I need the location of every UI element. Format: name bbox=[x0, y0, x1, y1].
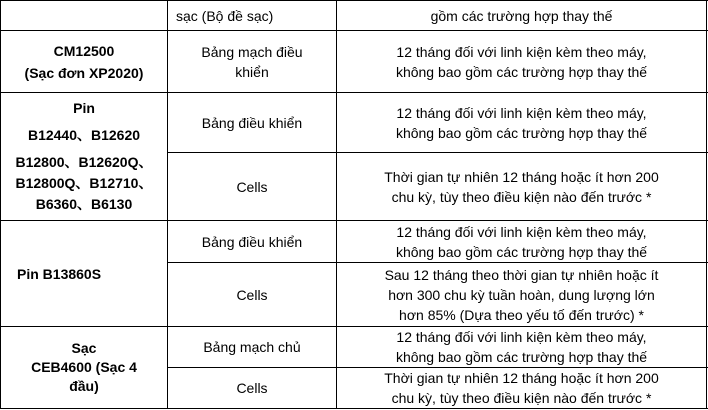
warranty-text: Thời gian tự nhiên 12 tháng hoặc ít hơn 200 bbox=[384, 168, 659, 185]
product-name: CM12500 bbox=[53, 42, 115, 59]
product-name: Sạc bbox=[71, 340, 97, 356]
warranty-cell bbox=[337, 93, 706, 152]
warranty-text: 12 tháng đối với linh kiện kèm theo máy, bbox=[396, 223, 647, 240]
component-cell bbox=[168, 93, 336, 152]
component-text: khiển bbox=[235, 63, 269, 80]
component-text: Bảng điều khiển bbox=[201, 114, 303, 131]
product-models: B12800、B12620Q、 bbox=[15, 154, 153, 170]
product-name: Pin bbox=[73, 100, 95, 116]
component-cell bbox=[168, 31, 336, 92]
warranty-cell bbox=[337, 153, 706, 220]
warranty-text: 12 tháng đối với linh kiện kèm theo máy, bbox=[396, 104, 647, 121]
component-text: Cells bbox=[236, 380, 268, 396]
component-cell bbox=[168, 221, 336, 262]
component-cell bbox=[168, 327, 336, 367]
header-component bbox=[168, 1, 336, 30]
component-text: Bảng điều khiển bbox=[201, 233, 303, 250]
product-cm12500 bbox=[1, 31, 167, 92]
component-text: Cells bbox=[236, 178, 268, 195]
component-cell bbox=[168, 263, 336, 326]
component-text: Cells bbox=[236, 286, 268, 303]
warranty-text: 12 tháng đối với linh kiện kèm theo máy, bbox=[396, 43, 647, 60]
product-models: B12800Q、B12710、 bbox=[15, 175, 153, 191]
warranty-text: Sau 12 tháng theo thời gian tự nhiên hoặc ít bbox=[384, 266, 659, 283]
warranty-text: hơn 85% (Dựa theo yếu tố đến trước) * bbox=[399, 306, 644, 323]
product-models: B6360、B6130 bbox=[35, 196, 133, 212]
component-text: Bảng mạch điều bbox=[201, 43, 303, 60]
warranty-cell bbox=[337, 327, 706, 367]
product-models: B12440、B12620 bbox=[27, 127, 141, 143]
product-ceb4600 bbox=[1, 327, 167, 408]
warranty-text: Thời gian tự nhiên 12 tháng hoặc ít hơn 200 bbox=[384, 370, 659, 386]
product-name: Pin B13860S bbox=[17, 265, 102, 282]
warranty-text: không bao gồm các trường hợp thay thế bbox=[395, 349, 648, 365]
warranty-text: chu kỳ, tùy theo điều kiện nào đến trước * bbox=[391, 188, 652, 205]
header-component-text: sạc (Bộ đề sạc) bbox=[176, 7, 274, 24]
product-note: CEB4600 (Sạc 4 bbox=[31, 359, 137, 375]
warranty-text: 12 tháng đối với linh kiện kèm theo máy, bbox=[396, 329, 647, 345]
warranty-cell bbox=[337, 368, 706, 408]
warranty-cell bbox=[337, 31, 706, 92]
header-warranty-text: gồm các trường hợp thay thế bbox=[430, 7, 613, 24]
warranty-text: chu kỳ, tùy theo điều kiện nào đến trước * bbox=[391, 390, 652, 406]
warranty-text: không bao gồm các trường hợp thay thế bbox=[395, 124, 648, 141]
warranty-text: không bao gồm các trường hợp thay thế bbox=[395, 243, 648, 260]
warranty-cell bbox=[337, 263, 706, 326]
warranty-text: không bao gồm các trường hợp thay thế bbox=[395, 63, 648, 80]
header-first-column bbox=[1, 1, 167, 30]
warranty-cell bbox=[337, 221, 706, 262]
component-cell bbox=[168, 368, 336, 408]
product-battery-group bbox=[1, 93, 167, 220]
component-text: Bảng mạch chủ bbox=[203, 339, 301, 355]
product-note: (Sạc đơn XP2020) bbox=[24, 64, 144, 81]
component-cell bbox=[168, 153, 336, 220]
warranty-text: hơn 300 chu kỳ tuần hoàn, dung lượng lớn bbox=[388, 286, 655, 303]
header-warranty bbox=[337, 1, 706, 30]
product-b13860s bbox=[1, 221, 167, 326]
product-note: đầu) bbox=[69, 378, 99, 394]
